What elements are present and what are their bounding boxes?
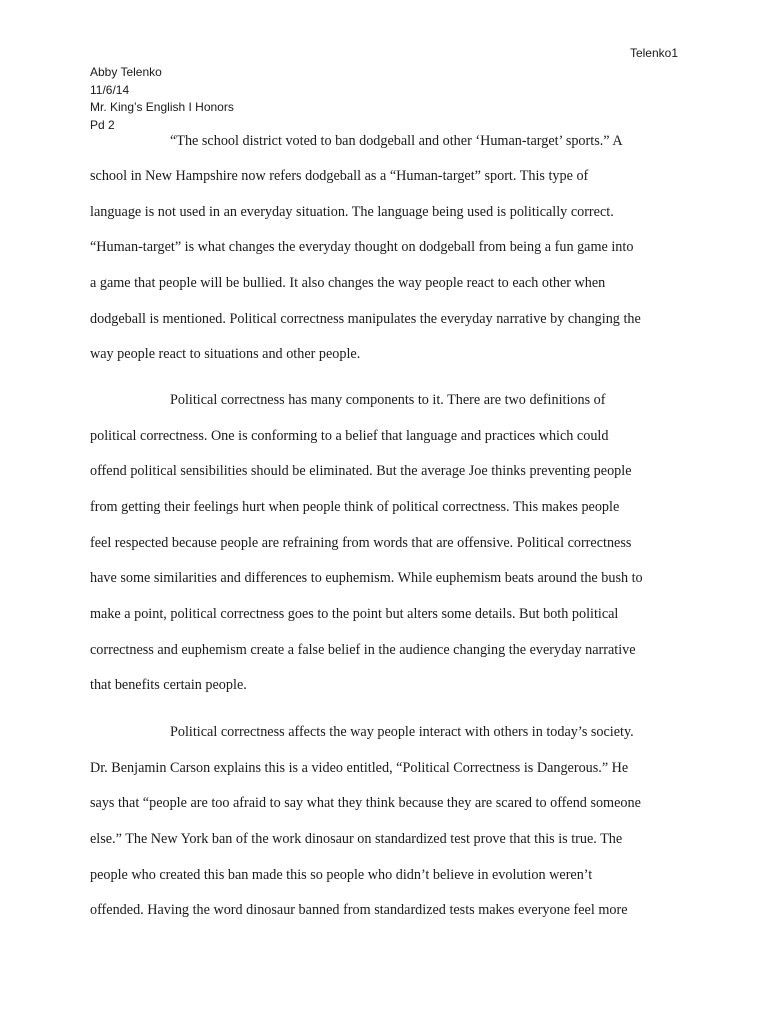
mla-heading xyxy=(90,64,234,134)
text-line: language is not used in an everyday situation. The language being used is politically correct. xyxy=(90,204,614,220)
text-line: offended. Having the word dinosaur banned from standardized tests makes everyone feel more xyxy=(90,902,628,918)
author-name: Abby Telenko xyxy=(90,65,162,79)
text-line: correctness and euphemism create a false belief in the audience changing the everyday narrative xyxy=(90,642,636,658)
essay-date: 11/6/14 xyxy=(90,82,130,97)
text-line: way people react to situations and other people. xyxy=(90,346,361,362)
text-line: says that “people are too afraid to say what they think because they are scared to offend someone xyxy=(90,795,641,811)
text-line: Political correctness has many components to it. There are two definitions of xyxy=(170,392,606,408)
text-line: “The school district voted to ban dodgeball and other ‘Human-target’ sports.” A xyxy=(170,133,623,149)
text-line: “Human-target” is what changes the everyday thought on dodgeball from being a fun game into xyxy=(90,239,634,255)
text-line: people who created this ban made this so people who didn’t believe in evolution weren’t xyxy=(90,867,593,883)
text-line: else.” The New York ban of the work dinosaur on standardized test prove that this is true. The xyxy=(90,831,623,847)
text-line: school in New Hampshire now refers dodgeball as a “Human-target” sport. This type of xyxy=(90,168,589,184)
text-line: offend political sensibilities should be eliminated. But the average Joe thinks preventing people xyxy=(90,463,632,479)
text-line: make a point, political correctness goes to the point but alters some details. But both political xyxy=(90,606,619,622)
text-line: a game that people will be bullied. It also changes the way people react to each other when xyxy=(90,275,606,291)
text-line: political correctness. One is conforming to a belief that language and practices which could xyxy=(90,428,609,444)
text-line: feel respected because people are refraining from words that are offensive. Political correctness xyxy=(90,535,632,551)
course-name: Mr. King’s English I Honors xyxy=(90,100,234,114)
running-head: Telenko1 xyxy=(629,46,678,60)
text-line: from getting their feelings hurt when people think of political correctness. This makes people xyxy=(90,499,620,515)
text-line: Dr. Benjamin Carson explains this is a video entitled, “Political Correctness is Dangerous.” He xyxy=(90,760,629,776)
text-line: have some similarities and differences to euphemism. While euphemism beats around the bush to xyxy=(90,570,643,586)
text-line: that benefits certain people. xyxy=(90,677,247,693)
text-line: Political correctness affects the way people interact with others in today’s society. xyxy=(170,724,634,740)
class-period: Pd 2 xyxy=(90,117,115,132)
text-line: dodgeball is mentioned. Political correctness manipulates the everyday narrative by changing the xyxy=(90,311,641,327)
